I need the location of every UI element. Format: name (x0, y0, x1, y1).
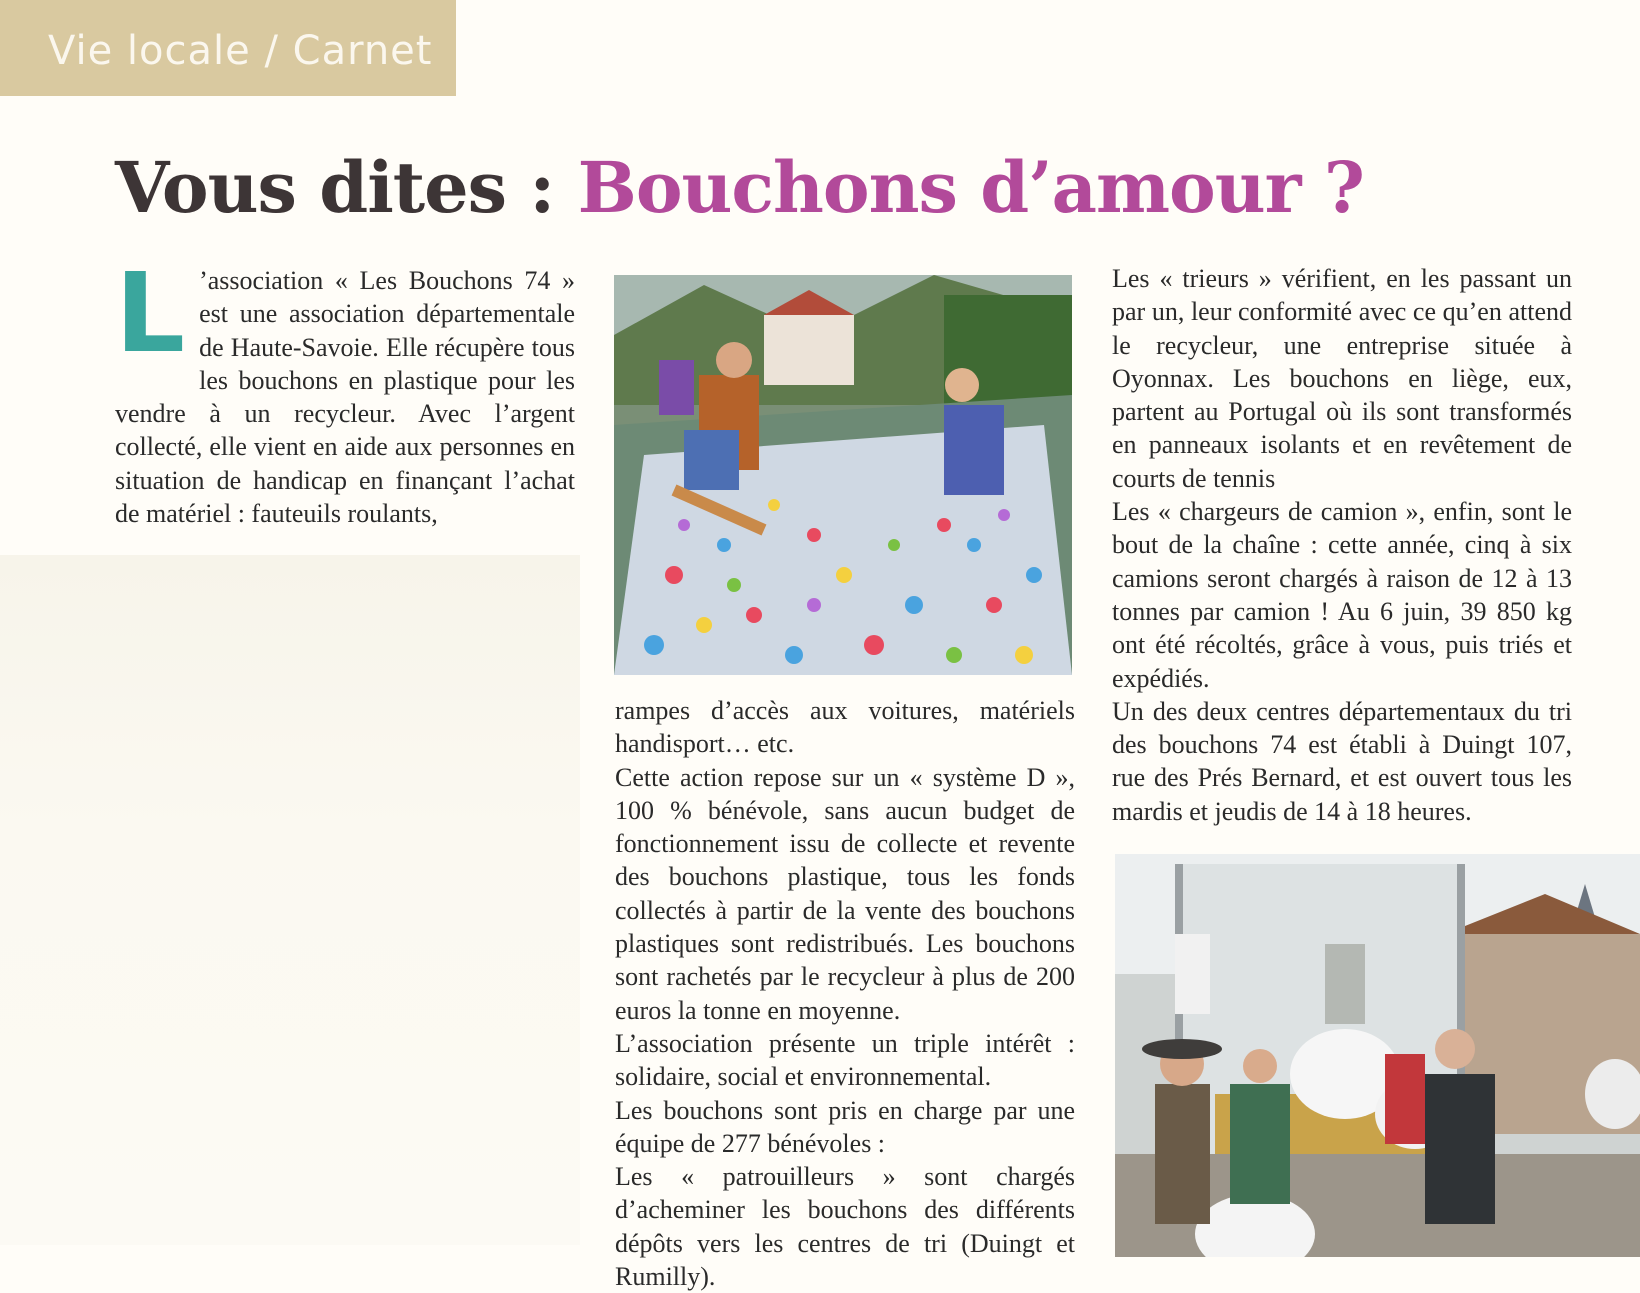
page-title (115, 146, 1364, 229)
drop-cap: L (115, 249, 186, 377)
faded-area (0, 555, 580, 1245)
intro-paragraph: ’association « Les Bouchons 74 » est une association départementale de Haute-Savoie. Elle récupère tous les bouchons en plastique pour les vendre à un recycleur. Avec l’argent collecté, elle vient en aide aux personnes en situation de handicap en finançant l’achat de matériel : fauteuils roulants, (115, 266, 575, 529)
paragraph-chargeurs: Les « chargeurs de camion », enfin, sont le bout de la chaîne : cette année, cinq à six camions seront chargés à raison de 12 à 13 tonnes par camion ! Au 6 juin, 39 850 kg ont été récoltés, grâce à vous, puis triés et expédiés. (1112, 497, 1572, 693)
paragraph-system-d: Cette action repose sur un « système D », 100 % bénévole, sans aucun budget de fonctionnement issu de collecte et revente des bouchons plastique, tous les fonds collectés à partir de la vente des bouchons plastiques sont redistribués. Les bouchons sont rachetés par le recycleur à plus de 200 euros la tonne en moyenne. (615, 762, 1075, 1025)
paragraph-triple-interest: L’association présente un triple intérêt : solidaire, social et environnemental. (615, 1028, 1075, 1092)
title-part-2: Bouchons d’amour ? (577, 146, 1364, 229)
rubric-label: Vie locale / Carnet (48, 28, 433, 74)
section-rubric (0, 0, 456, 96)
column-1 (115, 249, 575, 530)
photo-truck-loading (1115, 854, 1640, 1257)
column-2 (615, 694, 1075, 1293)
paragraph-equipment: rampes d’accès aux voitures, matériels handisport… etc. (615, 696, 1075, 759)
paragraph-volunteers: Les bouchons sont pris en charge par une équipe de 277 bénévoles : (615, 1095, 1075, 1158)
photo-sorting-caps (614, 275, 1072, 675)
paragraph-trieurs: Les « trieurs » vérifient, en les passant un par un, leur conformité avec ce qu’en attend le recycleur, une entreprise située à Oyonnax. Les bouchons en liège, eux, partent au Portugal où ils sont transformés en panneaux isolants et en revêtement de courts de tennis (1112, 264, 1572, 493)
column-3 (1112, 262, 1572, 828)
paragraph-centre-duingt: Un des deux centres départementaux du tri des bouchons 74 est établi à Duingt 107, rue des Prés Bernard, et est ouvert tous les mardis et jeudis de 14 à 18 heures. (1112, 696, 1572, 826)
title-part-1: Vous dites : (115, 146, 578, 229)
paragraph-patrouilleurs: Les « patrouilleurs » sont chargés d’acheminer les bouchons des différents dépôts vers les centres de tri (Duingt et Rumilly). (615, 1162, 1075, 1292)
